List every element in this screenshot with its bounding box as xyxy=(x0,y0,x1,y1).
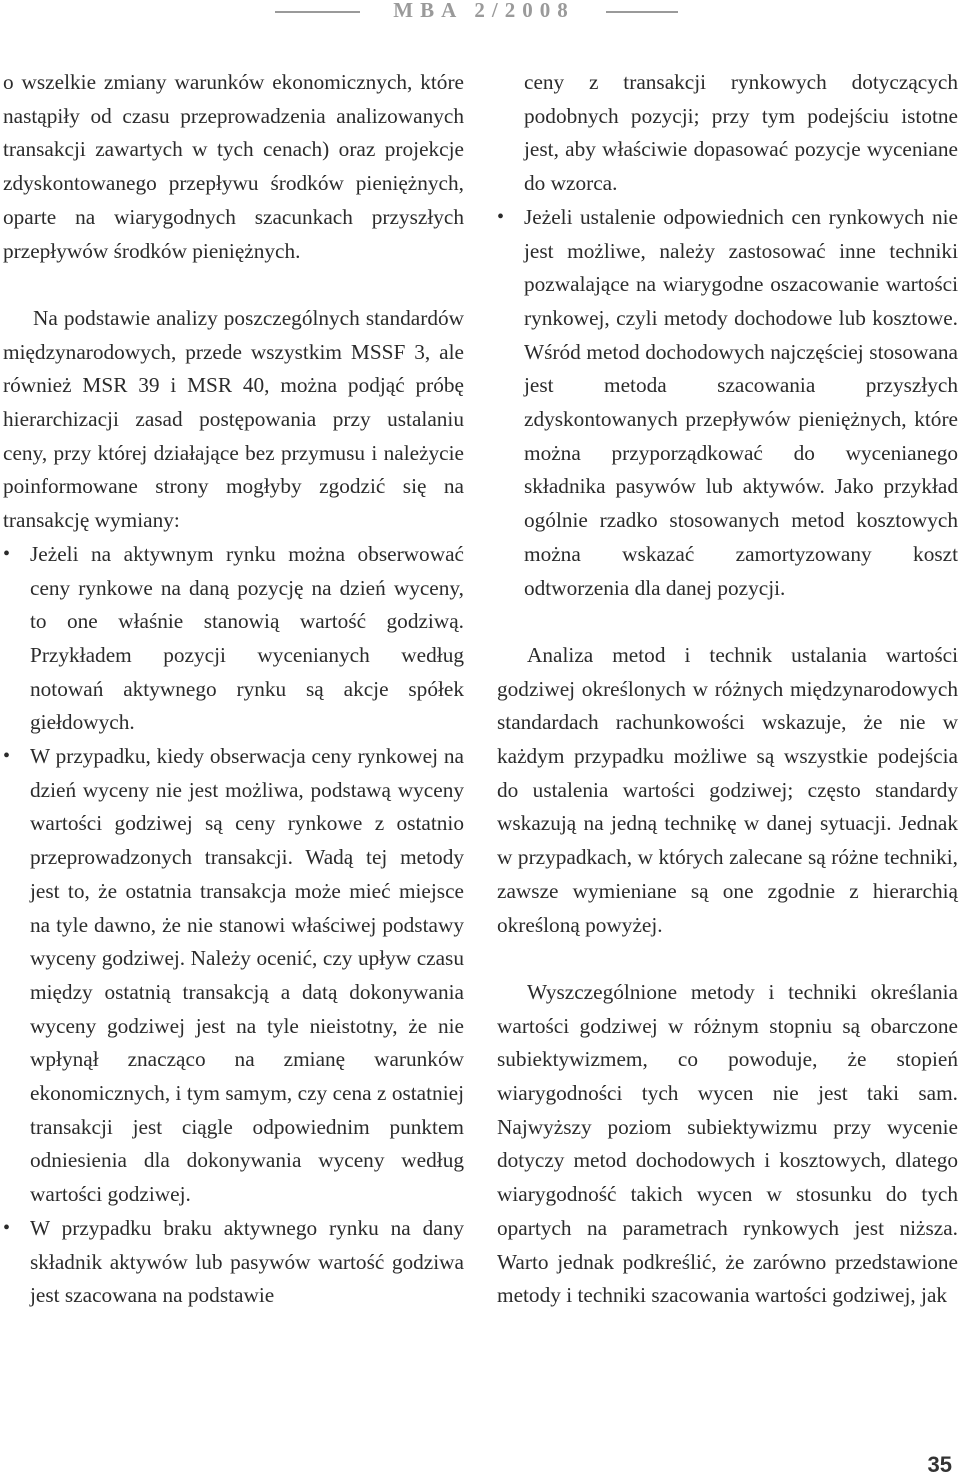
bullet-icon: • xyxy=(3,745,11,768)
bullet-item-no-active-market xyxy=(3,1212,464,1313)
bullet-text: Jeżeli ustalenie odpowiednich cen rynkowych nie jest możliwe, należy zastosować inne techniki pozwalające na wiarygodne oszacowanie wartości rynkowej, czyli metody dochodowe lub kosztowe. Wśród metod dochodowych najczęściej stosowana jest metoda szacowania przyszłych zdyskontowanych przepływów pieniężnych, które można przyporządkować do wycenianego składnika pasywów lub aktywów. Jako przykład ogólnie rzadko stosowanych metod kosztowych można wskazać zamortyzowany koszt odtworzenia dla danej pozycji. xyxy=(524,204,958,600)
hierarchy-paragraph: Na podstawie analizy poszczególnych standardów międzynarodowych, przede wszystkim MSSF 3, ale również MSR 39 i MSR 40, można podjąć próbę hierarchizacji zasad postępowania przy ustalaniu ceny, przy której działające bez przymusu i należycie poinformowane strony mogłyby zgodzić się na transakcję wymiany: xyxy=(3,305,464,533)
page-number: 35 xyxy=(927,1452,952,1477)
right-column xyxy=(497,66,958,1313)
bullet-icon: • xyxy=(497,205,505,228)
journal-title: MBA 2/2008 xyxy=(393,0,575,22)
bullet-text: W przypadku, kiedy obserwacja ceny rynkowej na dzień wyceny nie jest możliwa, podstawą wyceny wartości godziwej są ceny rynkowe z ostatnio przeprowadzonych transakcji. Wadą tej metody jest to, że ostatnia transakcja może mieć miejsce na tyle dawno, że nie stanowi właściwej podstawy wyceny godziwej. Należy ocenić, czy upływ czasu między ostatnią transakcją a datą dokonywania wyceny godziwej jest na tyle nieistotny, że nie wpłynął znacząco na zmianę warunków ekonomicznych, i tym samym, czy cena z ostatniej transakcji jest ciągle odpowiednim punktem odniesienia dla dokonywania wyceny według wartości godziwej. xyxy=(30,744,464,1207)
running-header xyxy=(0,0,960,24)
bullet-icon: • xyxy=(3,542,11,565)
bullet-continuation xyxy=(497,66,958,201)
bullet-item-recent-transactions xyxy=(3,740,464,1212)
intro-paragraph: o wszelkie zmiany warunków ekonomicznych, które nastąpiły od czasu przeprowadzenia analizowanych transakcji zawartych w tych cenach) oraz projekcje zdyskontowanego przepływu środków pieniężnych, oparte na wiarygodnych szacunkach przyszłych przepływów środków pieniężnych. xyxy=(3,70,464,263)
continuation-text: ceny z transakcji rynkowych dotyczących podobnych pozycji; przy tym podejściu istotne jest, aby właściwie dopasować pozycje wyceniane do wzorca. xyxy=(524,70,958,196)
bullet-icon: • xyxy=(3,1216,11,1239)
subjectivity-paragraph: Wyszczególnione metody i techniki określania wartości godziwej w różnym stopniu są obarczone subiektywizmem, co powoduje, że stopień wiarygodności tych wycen nie jest taki sam. Najwyższy poziom subiektywizmu przy wycenie dotyczy metod dochodowych i kosztowych, dlatego wiarygodność takich wycen w stosunku do tych opartych na parametrach rynkowych jest niższa. Warto jednak podkreślić, że zarówno przedstawione metody i techniki szacowania wartości godziwej, jak xyxy=(497,979,958,1308)
bullet-text: Jeżeli na aktywnym rynku można obserwować ceny rynkowe na daną pozycję na dzień wyceny, to one właśnie stanowią wartość godziwą. Przykładem pozycji wycenianych według notowań aktywnego rynku są akcje spółek giełdowych. xyxy=(30,541,464,735)
left-column xyxy=(3,66,464,1313)
header-rule-right xyxy=(606,11,678,13)
bullet-item-other-techniques xyxy=(497,201,958,605)
bullet-text: W przypadku braku aktywnego rynku na dany składnik aktywów lub pasywów wartość godziwa jest szacowana na podstawie xyxy=(30,1215,464,1308)
header-rule-left xyxy=(275,11,360,13)
bullet-item-active-market xyxy=(3,538,464,740)
analysis-paragraph: Analiza metod i technik ustalania wartości godziwej określonych w różnych międzynarodowych standardach rachunkowości wskazuje, że nie w każdym przypadku możliwe są wszystkie podejścia do ustalenia wartości godziwej; często standardy wskazują na jedną technikę w danej sytuacji. Jednak w przypadkach, w których zalecane są różne techniki, zawsze wymieniane są one zgodnie z hierarchią określoną powyżej. xyxy=(497,642,958,937)
